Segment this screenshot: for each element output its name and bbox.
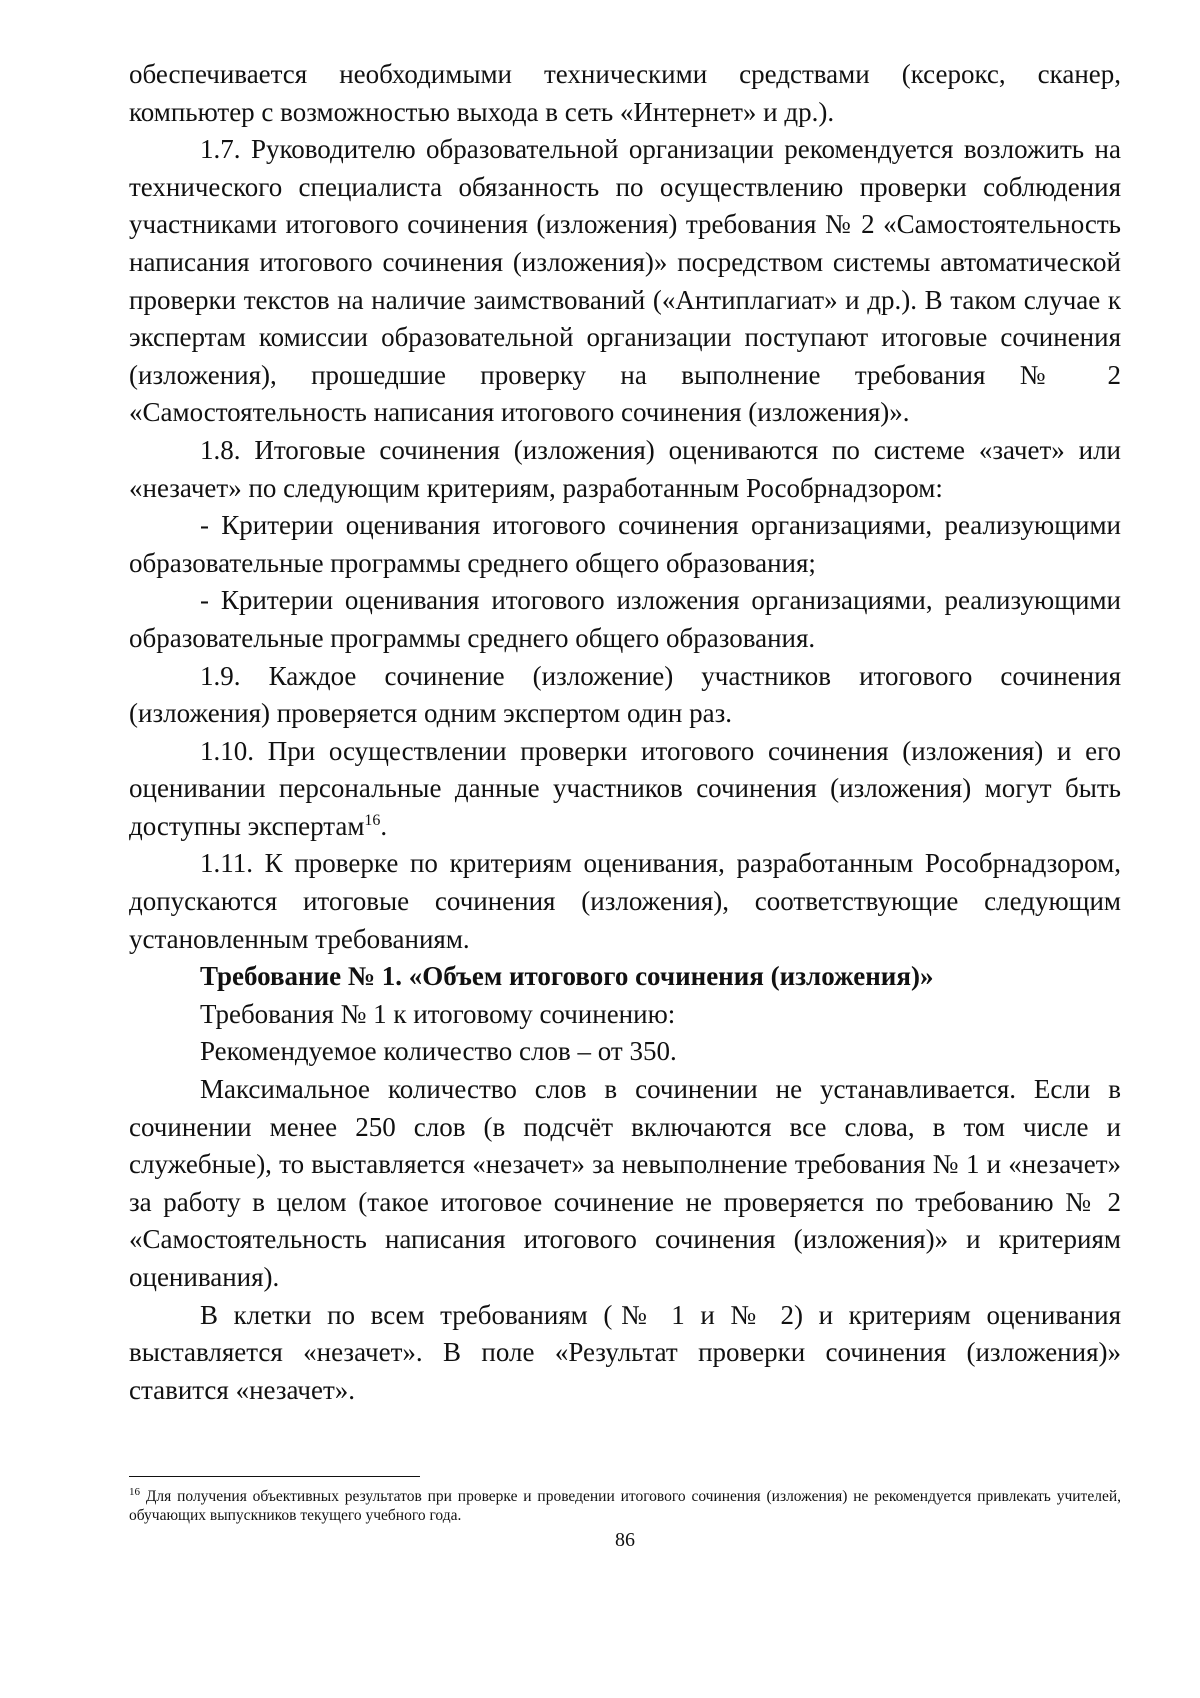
paragraph-max-word-count: Максимальное количество слов в сочинении не устанавливается. Если в сочинении менее 250 слов (в подсчёт включаются все слова, в том числе и служебные), то выставляется «незачет» за невыполнение требования № 1 и «незачет» за работу в целом (такое итоговое сочинение не проверяется по требованию № 2 «Самостоятельность написания итогового сочинения (изложения)» и критериям оценивания). (129, 1074, 1121, 1292)
footnote-number: 16 (129, 1485, 140, 1498)
paragraph-recommended-word-count: Рекомендуемое количество слов – от 350. (200, 1036, 677, 1067)
body-text (129, 56, 1121, 1409)
paragraph-1-7: 1.7. Руководителю образовательной организации рекомендуется возложить на технического специалиста обязанность по осуществлению проверки соблюдения участниками итогового сочинения (изложения) требования № 2 «Самостоятельность написания итогового сочинения (изложения)» посредством системы автоматической проверки текстов на наличие заимствований («Антиплагиат» и др.). В таком случае к экспертам комиссии образовательной организации поступают итоговые сочинения (изложения), прошедшие проверку на выполнение требования № 2 «Самостоятельность написания итогового сочинения (изложения)». (129, 134, 1121, 428)
footnote-text: Для получения объективных результатов при проверке и проведении итогового сочинения (изложения) не рекомендуется привлекать учителей, обучающих выпускников текущего учебного года. (129, 1488, 1121, 1524)
list-item-essay-criteria: - Критерии оценивания итогового сочинения организациями, реализующими образовательные программы среднего общего образования; (129, 510, 1121, 578)
page-number: 86 (615, 1529, 635, 1551)
paragraph-1-10 (129, 733, 1121, 846)
paragraph-1-10-end: . (380, 810, 388, 841)
paragraph-1-8: 1.8. Итоговые сочинения (изложения) оцениваются по системе «зачет» или «незачет» по следующим критериям, разработанным Рособрнадзором: (129, 434, 1121, 503)
footnote-reference[interactable]: 16 (364, 811, 381, 829)
paragraph-1-11: 1.11. К проверке по критериям оценивания, разработанным Рособрнадзором, допускаются итоговые сочинения (изложения), соответствующие следующим установленным требованиям. (129, 848, 1121, 954)
list-item-exposition-criteria: - Критерии оценивания итогового изложения организациями, реализующими образовательные программы среднего общего образования. (129, 585, 1121, 653)
paragraph-continuation: обеспечивается необходимыми техническими средствами (ксерокс, сканер, компьютер с возможностью выхода в сеть «Интернет» и др.). (129, 59, 1121, 127)
footnote-separator (129, 1476, 420, 1477)
paragraph-fail-marking: В клетки по всем требованиям (№ 1 и № 2) и критериям оценивания выставляется «незачет». В поле «Результат проверки сочинения (изложения)» ставится «незачет». (129, 1299, 1121, 1405)
requirement-1-heading: Требование № 1. «Объем итогового сочинения (изложения)» (200, 961, 934, 992)
footnote (129, 1487, 1121, 1525)
paragraph-1-10-text: 1.10. При осуществлении проверки итогового сочинения (изложения) и его оценивании персональные данные участников сочинения (изложения) могут быть доступны экспертам (129, 735, 1121, 841)
paragraph-1-9: 1.9. Каждое сочинение (изложение) участников итогового сочинения (изложения) проверяется одним экспертом один раз. (129, 660, 1121, 729)
paragraph-requirements-intro: Требования № 1 к итоговому сочинению: (200, 998, 676, 1029)
